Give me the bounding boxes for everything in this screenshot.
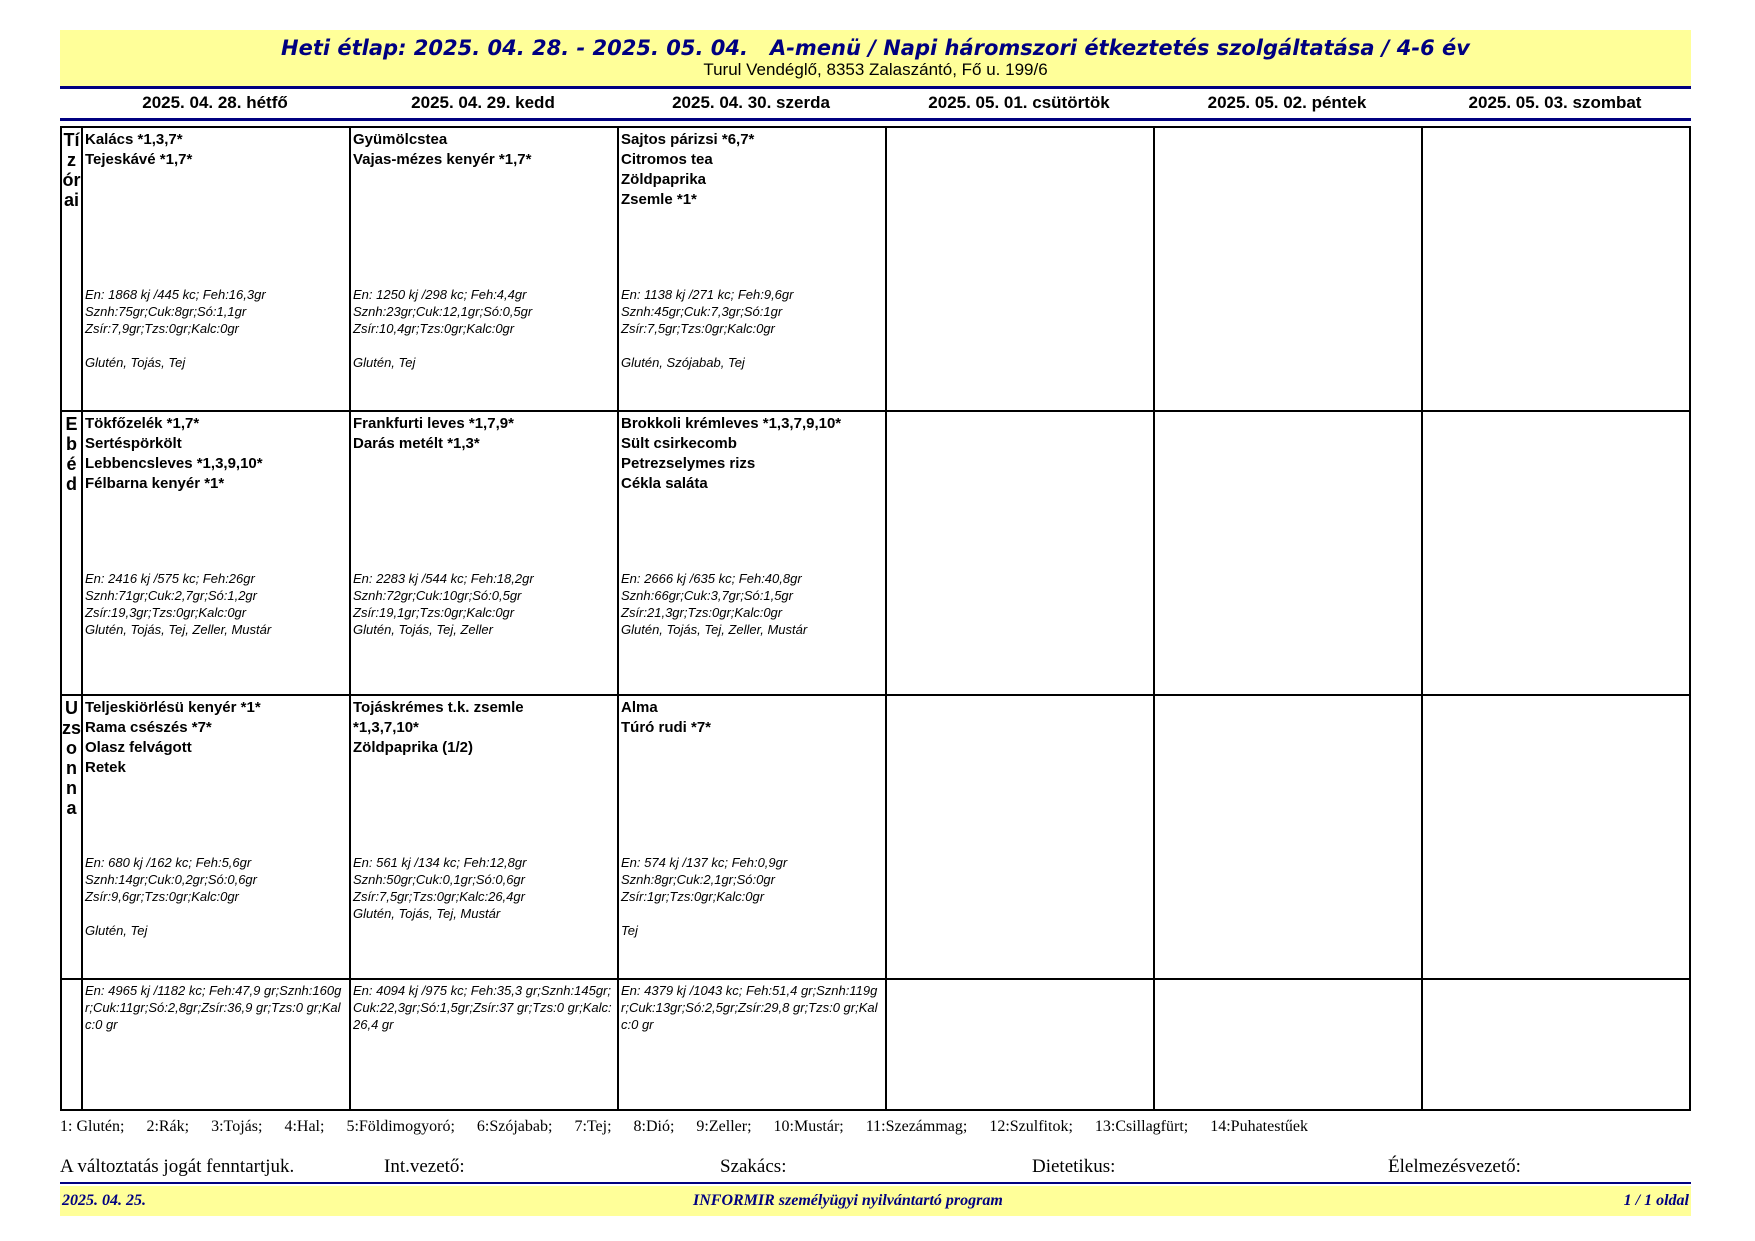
nutrition-line: Zsír:21,3gr;Tzs:0gr;Kalc:0gr	[621, 605, 783, 620]
menu-cell	[83, 412, 351, 694]
dish: Gyümölcstea	[353, 131, 448, 148]
meal-row-tizorai	[62, 128, 1689, 412]
nutrition-line: En: 574 kj /137 kc; Feh:0,9gr	[621, 855, 788, 870]
nutrition-line: Zsír:7,5gr;Tzs:0gr;Kalc:26,4gr	[353, 889, 525, 904]
nutrition-line: Sznh:23gr;Cuk:12,1gr;Só:0,5gr	[353, 304, 533, 319]
total-cell	[619, 980, 887, 1109]
nutrition-info	[85, 286, 347, 371]
dish: Tejeskávé *1,7*	[85, 151, 193, 168]
dish: Zöldpaprika (1/2)	[353, 739, 474, 756]
signature-elelmezesvezeto: Élelmezésvezető:	[1388, 1156, 1521, 1177]
menu-cell	[619, 696, 887, 978]
nutrition-line: Sznh:72gr;Cuk:10gr;Só:0,5gr	[353, 588, 522, 603]
meal-label: Ebéd	[62, 412, 83, 694]
legend-item: 12:Szulfitok;	[989, 1118, 1073, 1135]
nutrition-line: Sznh:66gr;Cuk:3,7gr;Só:1,5gr	[621, 588, 793, 603]
nutrition-line: Zsír:7,9gr;Tzs:0gr;Kalc:0gr	[85, 321, 239, 336]
signature-szakacs: Szakács:	[720, 1156, 787, 1177]
nutrition-line: Sznh:75gr;Cuk:8gr;Só:1,1gr	[85, 304, 247, 319]
allergen-legend	[60, 1118, 1691, 1136]
nutrition-line: Zsír:7,5gr;Tzs:0gr;Kalc:0gr	[621, 321, 775, 336]
title-band	[60, 30, 1691, 86]
footer-page: 1 / 1 oldal	[1623, 1192, 1689, 1209]
menu-cell-empty	[887, 412, 1155, 694]
nutrition-line: Sznh:8gr;Cuk:2,1gr;Só:0gr	[621, 872, 775, 887]
dish: Zöldpaprika	[621, 171, 707, 188]
legend-item: 4:Hal;	[284, 1118, 325, 1135]
nutrition-info	[621, 854, 883, 939]
day-header: 2025. 05. 02. péntek	[1207, 93, 1367, 112]
dish: *1,3,7,10*	[353, 719, 419, 736]
dish: Vajas-mézes kenyér *1,7*	[353, 151, 532, 168]
dish: Sajtos párizsi *6,7*	[621, 131, 755, 148]
total-cell	[351, 980, 619, 1109]
menu-cell-empty	[887, 980, 1155, 1109]
allergen-list: Glutén, Tej	[353, 355, 416, 370]
nutrition-line: En: 2666 kj /635 kc; Feh:40,8gr	[621, 571, 802, 586]
menu-cell-empty	[1423, 128, 1689, 410]
daily-total: En: 4965 kj /1182 kc; Feh:47,9 gr;Sznh:160gr;Cuk:11gr;Só:2,8gr;Zsír:36,9 gr;Tzs:0 gr;Kalc:0 gr	[85, 983, 342, 1032]
page-title: Heti étlap: 2025. 04. 28. - 2025. 05. 04. A-menü / Napi háromszori étkeztetés szolgáltatása / 4-6 év	[281, 36, 1470, 60]
dish: Sertéspörkölt	[85, 435, 182, 452]
meal-row-ebed	[62, 412, 1689, 696]
signature-row	[60, 1156, 1691, 1178]
allergen-list: Glutén, Tojás, Tej, Mustár	[353, 906, 501, 921]
nutrition-line: En: 1868 kj /445 kc; Feh:16,3gr	[85, 287, 266, 302]
legend-item: 7:Tej;	[574, 1118, 612, 1135]
legend-item: 14:Puhatestűek	[1210, 1118, 1308, 1135]
menu-grid	[60, 126, 1691, 1111]
legend-item: 5:Földimogyoró;	[346, 1118, 455, 1135]
meal-label: Tízórai	[62, 128, 83, 410]
dish: Citromos tea	[621, 151, 713, 168]
nutrition-info	[353, 286, 615, 371]
menu-cell	[619, 412, 887, 694]
legend-item: 13:Csillagfürt;	[1094, 1118, 1189, 1135]
allergen-list: Glutén, Tej	[85, 923, 148, 938]
allergen-list: Glutén, Tojás, Tej, Zeller, Mustár	[85, 622, 272, 637]
menu-cell-empty	[1423, 412, 1689, 694]
menu-cell-empty	[1155, 412, 1423, 694]
dish: Frankfurti leves *1,7,9*	[353, 415, 514, 432]
dish: Sült csirkecomb	[621, 435, 737, 452]
legend-item: 10:Mustár;	[773, 1118, 844, 1135]
dish: Darás metélt *1,3*	[353, 435, 480, 452]
nutrition-line: Zsír:1gr;Tzs:0gr;Kalc:0gr	[621, 889, 765, 904]
page-subtitle: Turul Vendéglő, 8353 Zalaszántó, Fő u. 199/6	[703, 60, 1048, 79]
disclaimer-note: A változtatás jogát fenntartjuk.	[60, 1156, 295, 1177]
dish: Félbarna kenyér *1*	[85, 475, 225, 492]
dish: Lebbencsleves *1,3,9,10*	[85, 455, 263, 472]
nutrition-line: Zsír:19,1gr;Tzs:0gr;Kalc:0gr	[353, 605, 515, 620]
legend-item: 2:Rák;	[146, 1118, 190, 1135]
allergen-list: Glutén, Tojás, Tej, Zeller	[353, 622, 493, 637]
legend-item: 9:Zeller;	[696, 1118, 752, 1135]
dish: Alma	[621, 699, 658, 716]
nutrition-line: En: 680 kj /162 kc; Feh:5,6gr	[85, 855, 252, 870]
legend-item: 3:Tojás;	[211, 1118, 263, 1135]
dish: Teljeskiörlésü kenyér *1*	[85, 699, 261, 716]
nutrition-line: Sznh:50gr;Cuk:0,1gr;Só:0,6gr	[353, 872, 525, 887]
total-cell	[83, 980, 351, 1109]
meal-label: Uzsonna	[62, 696, 83, 978]
menu-cell-empty	[1423, 696, 1689, 978]
day-header-rule	[60, 118, 1691, 121]
dish: Tojáskrémes t.k. zsemle	[353, 699, 524, 716]
menu-cell-empty	[1423, 980, 1689, 1109]
nutrition-line: En: 561 kj /134 kc; Feh:12,8gr	[353, 855, 527, 870]
nutrition-line: En: 2283 kj /544 kc; Feh:18,2gr	[353, 571, 534, 586]
nutrition-info	[621, 286, 883, 371]
daily-totals-row	[62, 980, 1689, 1109]
meal-row-uzsonna	[62, 696, 1689, 980]
dish: Zsemle *1*	[621, 191, 697, 208]
daily-total: En: 4379 kj /1043 kc; Feh:51,4 gr;Sznh:119gr;Cuk:13gr;Só:2,5gr;Zsír:29,8 gr;Tzs:0 gr;Kalc:0 gr	[621, 983, 878, 1032]
dish: Túró rudi *7*	[621, 719, 712, 736]
menu-cell-empty	[887, 696, 1155, 978]
allergen-list: Glutén, Tojás, Tej	[85, 355, 186, 370]
page-footer	[60, 1186, 1691, 1216]
daily-total: En: 4094 kj /975 kc; Feh:35,3 gr;Sznh:145gr;Cuk:22,3gr;Só:1,5gr;Zsír:37 gr;Tzs:0 gr;Kalc:26,4 gr	[353, 983, 612, 1032]
legend-item: 6:Szójabab;	[476, 1118, 553, 1135]
nutrition-info	[353, 570, 615, 638]
menu-cell	[619, 128, 887, 410]
menu-cell-empty	[887, 128, 1155, 410]
footer-program: INFORMIR személyügyi nyilvántartó program	[693, 1192, 1003, 1209]
day-header: 2025. 04. 28. hétfő	[142, 93, 288, 112]
nutrition-line: En: 2416 kj /575 kc; Feh:26gr	[85, 571, 255, 586]
menu-header	[60, 30, 1691, 121]
legend-item: 11:Szezámmag;	[865, 1118, 968, 1135]
nutrition-info	[353, 854, 615, 922]
dish: Kalács *1,3,7*	[85, 131, 183, 148]
signature-int-vezeto: Int.vezető:	[384, 1156, 465, 1177]
footer-rule	[60, 1182, 1691, 1184]
legend-item: 8:Dió;	[633, 1118, 675, 1135]
dish: Petrezselymes rizs	[621, 455, 756, 472]
meal-label-empty	[62, 980, 83, 1109]
menu-cell	[351, 412, 619, 694]
nutrition-line: Sznh:14gr;Cuk:0,2gr;Só:0,6gr	[85, 872, 257, 887]
day-header: 2025. 05. 03. szombat	[1468, 93, 1642, 112]
legend-item: 1: Glutén;	[60, 1118, 125, 1135]
menu-cell-empty	[1155, 980, 1423, 1109]
allergen-list: Glutén, Tojás, Tej, Zeller, Mustár	[621, 622, 808, 637]
nutrition-info	[85, 854, 347, 939]
nutrition-line: Zsír:19,3gr;Tzs:0gr;Kalc:0gr	[85, 605, 247, 620]
nutrition-line: En: 1138 kj /271 kc; Feh:9,6gr	[621, 287, 794, 302]
nutrition-line: Sznh:45gr;Cuk:7,3gr;Só:1gr	[621, 304, 783, 319]
menu-cell	[83, 696, 351, 978]
menu-cell	[83, 128, 351, 410]
footer-date: 2025. 04. 25.	[62, 1192, 146, 1209]
nutrition-info	[85, 570, 347, 638]
menu-cell-empty	[1155, 696, 1423, 978]
nutrition-info	[621, 570, 883, 638]
menu-cell	[351, 696, 619, 978]
nutrition-line: En: 1250 kj /298 kc; Feh:4,4gr	[353, 287, 527, 302]
day-header: 2025. 04. 29. kedd	[411, 93, 555, 112]
dish: Olasz felvágott	[85, 739, 192, 756]
allergen-list: Tej	[621, 923, 638, 938]
dish: Cékla saláta	[621, 475, 708, 492]
nutrition-line: Zsír:9,6gr;Tzs:0gr;Kalc:0gr	[85, 889, 239, 904]
day-header: 2025. 05. 01. csütörtök	[928, 93, 1110, 112]
menu-cell-empty	[1155, 128, 1423, 410]
nutrition-line: Sznh:71gr;Cuk:2,7gr;Só:1,2gr	[85, 588, 257, 603]
nutrition-line: Zsír:10,4gr;Tzs:0gr;Kalc:0gr	[353, 321, 515, 336]
dish: Retek	[85, 759, 126, 776]
menu-cell	[351, 128, 619, 410]
dish: Tökfőzelék *1,7*	[85, 415, 200, 432]
allergen-list: Glutén, Szójabab, Tej	[621, 355, 745, 370]
day-header: 2025. 04. 30. szerda	[672, 93, 830, 112]
dish: Rama csészés *7*	[85, 719, 212, 736]
day-headers	[60, 89, 1691, 117]
signature-dietetikus: Dietetikus:	[1032, 1156, 1116, 1177]
dish: Brokkoli krémleves *1,3,7,9,10*	[621, 415, 842, 432]
